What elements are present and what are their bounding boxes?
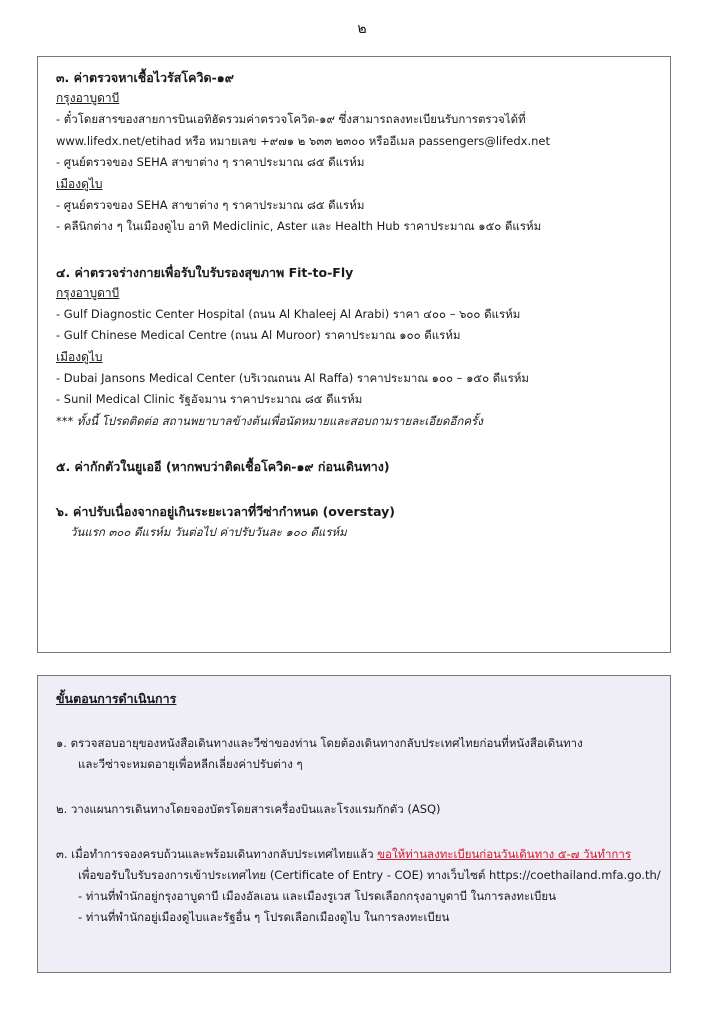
procedure-step2: ๒. วางแผนการเดินทางโดยจองบัตรโดยสารเครื่องบินและโรงแรมกักตัว (ASQ) (56, 802, 441, 816)
procedure-step1-line1: ๑. ตรวจสอบอายุของหนังสือเดินทางและวีซ่าของท่าน โดยต้องเดินทางกลับประเทศไทยก่อนที่หนังสือเดินทาง (56, 736, 583, 750)
section3-abudhabi-item: - ตั๋วโดยสารของสายการบินเอทิฮัดรวมค่าตรวจโควิด-๑๙ ซึ่งสามารถลงทะเบียนรับการตรวจได้ที่ (56, 112, 526, 126)
procedure-step3-highlight: ขอให้ท่านลงทะเบียนก่อนวันเดินทาง ๕-๗ วันทำการ (377, 847, 632, 861)
section3-dubai-item: - ศูนย์ตรวจของ SEHA สาขาต่าง ๆ ราคาประมาณ ๘๕ ดีแรห์ม (56, 197, 365, 212)
section6-detail: วันแรก ๓๐๐ ดีแรห์ม วันต่อไป ค่าปรับวันละ ๑๐๐ ดีแรห์ม (70, 524, 347, 539)
procedure-step3-sub1: - ท่านที่พำนักอยู่กรุงอาบูดาบี เมืองอัลเอน และเมืองรูเวส โปรดเลือกกรุงอาบูดาบี ในการลงทะเบียน (78, 889, 556, 903)
section4-dubai-item: - Dubai Jansons Medical Center (บริเวณถนน Al Raffa) ราคาประมาณ ๑๐๐ – ๑๕๐ ดีแรห์ม (56, 370, 529, 385)
section4-title: ๔. ค่าตรวจร่างกายเพื่อรับใบรับรองสุขภาพ Fit-to-Fly (56, 264, 354, 280)
procedure-step3-prefix: ๓. เมื่อทำการจองครบถ้วนและพร้อมเดินทางกลับประเทศไทยแล้ว (56, 847, 378, 861)
section4-dubai-item: - Sunil Medical Clinic รัฐอัจมาน ราคาประมาณ ๘๕ ดีแรห์ม (56, 392, 363, 406)
procedure-title: ขั้นตอนการดำเนินการ (56, 691, 177, 706)
procedure-step3-line2: เพื่อขอรับใบรับรองการเข้าประเทศไทย (Certificate of Entry - COE) ทางเว็บไซต์ https://coethailand.mfa.go.th/ (78, 868, 661, 882)
section3-dubai-item: - คลีนิกต่าง ๆ ในเมืองดูไบ อาทิ Mediclinic, Aster และ Health Hub ราคาประมาณ ๑๕๐ ดีแรห์ม (56, 219, 542, 233)
section4-abudhabi-item: - Gulf Chinese Medical Centre (ถนน Al Muroor) ราคาประมาณ ๑๐๐ ดีแรห์ม (56, 328, 461, 342)
section4-abudhabi-label: กรุงอาบูดาบี (56, 285, 120, 300)
section3-abudhabi-item: www.lifedx.net/etihad หรือ หมายเลข +๙๗๑ ๒ ๖๓๓ ๒๓๐๐ หรืออีเมล passengers@lifedx.net (56, 133, 551, 148)
procedure-step3-sub2: - ท่านที่พำนักอยู่เมืองดูไบและรัฐอื่น ๆ โปรดเลือกเมืองดูไบ ในการลงทะเบียน (78, 910, 450, 924)
section3-abudhabi-item: - ศูนย์ตรวจของ SEHA สาขาต่าง ๆ ราคาประมาณ ๘๕ ดีแรห์ม (56, 155, 365, 169)
section3-abudhabi-label: กรุงอาบูดาบี (56, 91, 120, 105)
section3-dubai-label: เมืองดูไบ (56, 176, 103, 191)
section4-dubai-label: เมืองดูไบ (56, 349, 103, 364)
procedure-box (37, 675, 671, 973)
section5-title: ๕. ค่ากักตัวในยูเออี (หากพบว่าติดเชื้อโควิด-๑๙ ก่อนเดินทาง) (56, 458, 390, 474)
costs-box (37, 56, 671, 653)
section6-title: ๖. ค่าปรับเนื่องจากอยู่เกินระยะเวลาที่วีซ่ากำหนด (overstay) (56, 503, 396, 519)
section3-title: ๓. ค่าตรวจหาเชื้อไวรัสโควิด-๑๙ (56, 70, 234, 85)
page-number: ๒ (357, 21, 367, 37)
section4-abudhabi-item: - Gulf Diagnostic Center Hospital (ถนน Al Khaleej Al Arabi) ราคา ๔๐๐ – ๖๐๐ ดีแรห์ม (56, 306, 521, 321)
procedure-step3-line1 (56, 844, 652, 865)
section4-note: *** ทั้งนี้ โปรดติดต่อ สถานพยาบาลข้างต้นเพื่อนัดหมายและสอบถามรายละเอียดอีกครั้ง (56, 413, 483, 428)
procedure-step1-line2: และวีซ่าจะหมดอายุเพื่อหลีกเลี่ยงค่าปรับต่าง ๆ (78, 757, 303, 771)
